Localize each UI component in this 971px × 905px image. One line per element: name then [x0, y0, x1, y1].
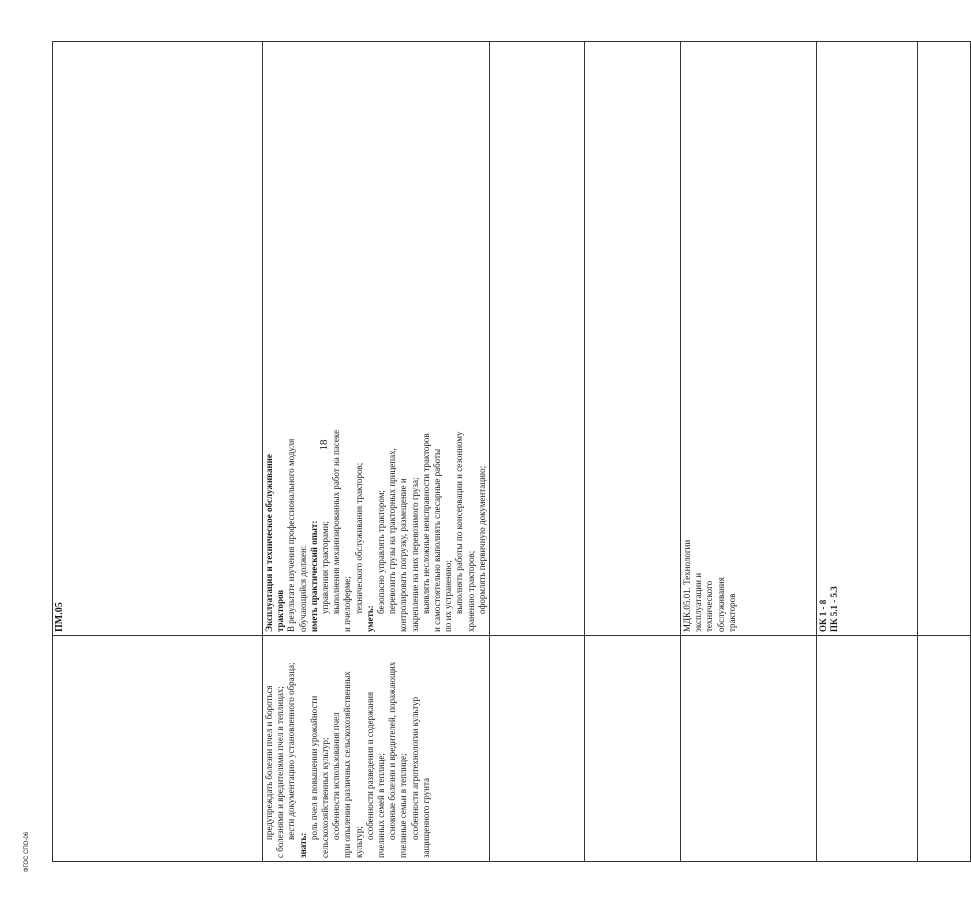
cell-empty — [585, 42, 681, 636]
text-line: особенности разведения и содержания — [364, 691, 375, 840]
text-line: хранению тракторов; — [465, 550, 476, 632]
text-line: защищенного грунта — [420, 778, 431, 858]
cell-empty — [585, 636, 681, 862]
text-line: знать: — [297, 832, 308, 858]
cell-empty — [490, 42, 585, 636]
table-row-hours-req — [585, 42, 681, 862]
text-line: вести документацию установленного образца; — [286, 662, 297, 840]
page-number: 18 — [318, 439, 330, 451]
mdk-line: МДК.05.01. Технологии — [682, 539, 693, 632]
text-line: сельскохозяйственных культур; — [320, 737, 331, 858]
text-line: В результате изучения профессионального модуля — [286, 438, 297, 632]
text-line: уметь: — [364, 605, 375, 632]
module-title: Эксплуатация и техническое обслуживание — [264, 454, 274, 632]
text-line: роль пчел в повышении урожайности — [308, 695, 319, 840]
text-line: предупреждать болезни пчел и бороться — [264, 685, 274, 840]
text-line: основные болезни и вредителей, поражающих — [387, 661, 398, 840]
mdk-line: технического — [704, 580, 715, 632]
cell-empty — [490, 636, 585, 862]
text-line: культур; — [353, 826, 364, 858]
rotated-page-content — [52, 42, 840, 862]
table-row-extra — [918, 42, 971, 862]
text-line: и пчелоферме; — [342, 576, 353, 632]
text-line: по их устранению; — [443, 560, 454, 632]
cell-competencies — [817, 42, 918, 636]
text-line: безопасно управлять трактором; — [376, 490, 387, 614]
text-line: особенности использования пчел — [331, 712, 342, 840]
cell-empty — [918, 636, 971, 862]
text-line: при опылении различных сельскохозяйственных — [342, 671, 353, 858]
curriculum-table — [52, 41, 971, 862]
competency-line: ОК 1 - 8 — [818, 599, 829, 632]
text-line: контролировать погрузку, размещение и — [398, 478, 409, 632]
text-line: управления тракторами; — [320, 520, 331, 614]
text-line: перевозить грузы на тракторных прицепах, — [387, 448, 398, 614]
cell-index-pm05 — [53, 42, 263, 636]
competency-line: ПК 5.1 - 5.3 — [829, 586, 840, 632]
cell-empty — [918, 42, 971, 636]
cell-description-top — [263, 636, 490, 862]
cell-empty — [817, 636, 918, 862]
text-line: выполнять работы по консервации и сезонному — [454, 431, 465, 614]
text-line: иметь практический опыт: — [308, 520, 319, 632]
text-line: оформлять первичную документацию; — [476, 465, 487, 614]
cell-empty — [681, 636, 817, 862]
text-line: пчелиные семьи в теплице; — [398, 753, 409, 858]
table-row-index — [53, 42, 263, 862]
table-row-mdk — [681, 42, 817, 862]
text-line: обучающийся должен: — [297, 545, 308, 632]
module-code: ПМ.05 — [54, 602, 65, 632]
cell-index-top — [53, 636, 263, 862]
footer-standard-label: ФГОС СПО-06 — [24, 831, 30, 873]
text-line: выявлять несложные неисправности тракторов — [420, 433, 431, 614]
table-row-competencies — [817, 42, 918, 862]
table-row-hours-max — [490, 42, 585, 862]
text-line: с болезнями и вредителями пчел в теплицах; — [275, 686, 286, 858]
mdk-line: тракторов — [726, 593, 737, 632]
cell-mdk — [681, 42, 817, 636]
mdk-line: эксплуатации и — [693, 572, 704, 632]
text-line: пчелиных семей в теплице; — [376, 753, 387, 858]
module-title: тракторов — [275, 589, 286, 632]
text-line: выполнения механизированных работ на пасеке — [331, 429, 342, 614]
mdk-line: обслуживания — [715, 577, 726, 632]
text-line: и самостоятельно выполнять слесарные работы — [432, 448, 443, 632]
text-line: технического обслуживания тракторов; — [353, 462, 364, 614]
text-line: закрепление на них перевозимого груза; — [409, 477, 420, 632]
table-row-description — [263, 42, 490, 862]
cell-description-pm05 — [263, 42, 490, 636]
text-line: особенности агротехнологии культур — [409, 696, 420, 840]
